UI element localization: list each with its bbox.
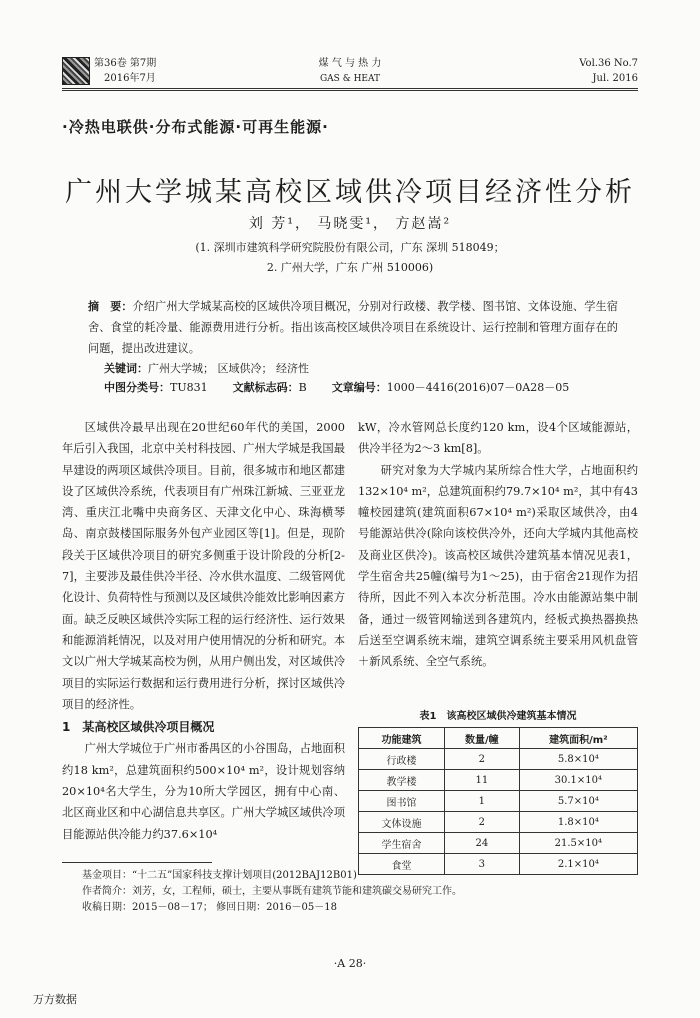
- table-cell: 教学楼: [359, 770, 445, 791]
- article-no-label: 文章编号：: [331, 381, 387, 394]
- doc-code-label: 文献标志码：: [232, 381, 299, 394]
- keywords-label: 关键词：: [104, 362, 148, 375]
- keywords: [104, 359, 309, 379]
- table-cell: 3: [444, 854, 519, 875]
- abstract: [88, 296, 618, 359]
- abstract-label: 摘 要：: [88, 300, 133, 313]
- table-header-row: [359, 728, 638, 749]
- table-cell: 24: [444, 833, 519, 854]
- table-header-cell: 功能建筑: [359, 728, 445, 749]
- table-cell: 1: [444, 791, 519, 812]
- clc-label: 中图分类号：: [104, 381, 170, 394]
- watermark: 万方数据: [33, 993, 77, 1006]
- affiliation-2: 2. 广州大学，广东 广州 510006): [266, 261, 434, 274]
- header-journal-en: GAS & HEAT: [319, 74, 381, 84]
- table-cell: 食堂: [359, 854, 445, 875]
- table-row: [359, 749, 638, 770]
- header-journal-cn: 煤 气 与 热 力: [318, 58, 382, 69]
- table-cell: 11: [444, 770, 519, 791]
- capacity-paragraph: kW，冷水管网总长度约120 km，设4个区域能源站，供冷半径为2～3 km[8]。: [358, 421, 638, 456]
- affiliation-1: (1. 深圳市建筑科学研究院股份有限公司，广东 深圳 518049；: [195, 241, 505, 254]
- table-cell: 文体设施: [359, 812, 445, 833]
- table-cell: 行政楼: [359, 749, 445, 770]
- section-heading-1: 1 某高校区域供冷项目概况: [62, 720, 215, 735]
- header-date-cn: 2016年7月: [104, 73, 156, 84]
- footnotes: [82, 868, 638, 916]
- footnote-dates: 收稿日期：2015－08－17； 修回日期：2016－05－18: [82, 902, 337, 913]
- table-cell: 2: [444, 812, 519, 833]
- header-rule-2: [62, 90, 638, 91]
- table-cell: 图书馆: [359, 791, 445, 812]
- section-band: ·冷热电联供·分布式能源·可再生能源·: [62, 118, 329, 136]
- overview-paragraph: 广州大学城位于广州市番禺区的小谷围岛，占地面积约18 km²，总建筑面积约500×10⁴ m²，设计规划容纳20×10⁴名大学生，分为10所大学园区，拥有中心南、北区商业区和中心湖信息共享区。广州大学城区域供冷项目能源站供冷能力约37.6×10⁴: [62, 742, 345, 841]
- clc-value: TU831: [170, 381, 208, 394]
- header-rule: [62, 88, 638, 89]
- header-date-en: Jul. 2016: [592, 73, 638, 84]
- table-header-cell: 数量/幢: [444, 728, 519, 749]
- table-cell: 2.1×10⁴: [519, 854, 637, 875]
- table-cell: 1.8×10⁴: [519, 812, 637, 833]
- table-cell: 5.8×10⁴: [519, 749, 637, 770]
- footnote-funding: 基金项目：“十二五”国家科技支撑计划项目(2012BAJ12B01): [82, 870, 357, 881]
- study-object-paragraph: 研究对象为大学城内某所综合性大学，占地面积约132×10⁴ m²，总建筑面积约79.7×10⁴ m²，其中有43幢校园建筑(建筑面积67×10⁴ m²)采取区域供冷，由4号能源站供冷(除向该校供冷外，还向大学城内其他高校及商业区供冷)。该高校区域供冷建筑基本情况见表1，学生宿舍共25幢(编号为1～25)，由于宿舍21现作为招待所，因此不列入本次分析范围。冷水由能源站集中制备，通过一级管网输送到各建筑内，经板式换热器换热后送至空调系统末端，建筑空调系统主要采用风机盘管＋新风系统、全空气系统。: [358, 463, 638, 669]
- buildings-table: [358, 727, 638, 875]
- paper-title: 广州大学城某高校区域供冷项目经济性分析: [65, 177, 635, 208]
- table-row: [359, 812, 638, 833]
- right-column: [358, 417, 638, 673]
- classification: [104, 378, 569, 398]
- table-row: [359, 770, 638, 791]
- keywords-text: 广州大学城； 区域供冷； 经济性: [148, 362, 309, 375]
- table-row: [359, 791, 638, 812]
- left-column: [62, 417, 345, 845]
- table-cell: 30.1×10⁴: [519, 770, 637, 791]
- doc-code-value: B: [298, 381, 307, 394]
- abstract-text: 介绍广州大学城某高校的区域供冷项目概况，分别对行政楼、教学楼、图书馆、文体设施、学生宿舍、食堂的耗冷量、能源费用进行分析。指出该高校区域供冷项目在系统设计、运行控制和管理方面存在的问题，提出改进建议。: [88, 300, 618, 355]
- table-row: [359, 833, 638, 854]
- table-caption: 表1 该高校区域供冷建筑基本情况: [419, 711, 577, 722]
- footnote-author: 作者简介：刘芳，女，工程师，硕士，主要从事既有建筑节能和建筑碳交易研究工作。: [82, 886, 462, 897]
- footnote-rule: [62, 862, 212, 863]
- table-cell: 5.7×10⁴: [519, 791, 637, 812]
- table-header-cell: 建筑面积/m²: [519, 728, 637, 749]
- table-cell: 21.5×10⁴: [519, 833, 637, 854]
- header-volume-cn: 第36卷 第7期: [94, 58, 157, 69]
- table-cell: 学生宿舍: [359, 833, 445, 854]
- intro-paragraph: 区域供冷最早出现在20世纪60年代的美国，2000年后引入我国，北京中关村科技园、广州大学城是我国最早建设的两项区域供冷项目。目前，很多城市和地区都建设了区域供冷系统，代表项目有广州珠江新城、三亚亚龙湾、重庆江北嘴中央商务区、天津文化中心、珠海横琴岛、南京鼓楼国际服务外包产业园区等[1]。但是，现阶段关于区域供冷项目的研究多侧重于设计阶段的分析[2-7]，主要涉及最佳供冷半径、冷水供水温度、二级管网优化设计、负荷特性与预测以及区域供冷能效比影响因素方面。缺乏反映区域供冷实际工程的运行经济性、运行效果和能源消耗情况，以及对用户使用情况的分析和研究。本文以广州大学城某高校为例，从用户侧出发，对区域供冷项目的实际运行数据和运行费用进行分析，探讨区域供冷项目的经济性。: [62, 421, 345, 711]
- header-volume-en: Vol.36 No.7: [579, 58, 638, 69]
- page-number: ·A 28·: [333, 957, 367, 970]
- authors: 刘 芳¹， 马晓雯¹， 方赵嵩²: [248, 216, 452, 232]
- table-cell: 2: [444, 749, 519, 770]
- article-no-value: 1000－4416(2016)07－0A28－05: [386, 381, 570, 394]
